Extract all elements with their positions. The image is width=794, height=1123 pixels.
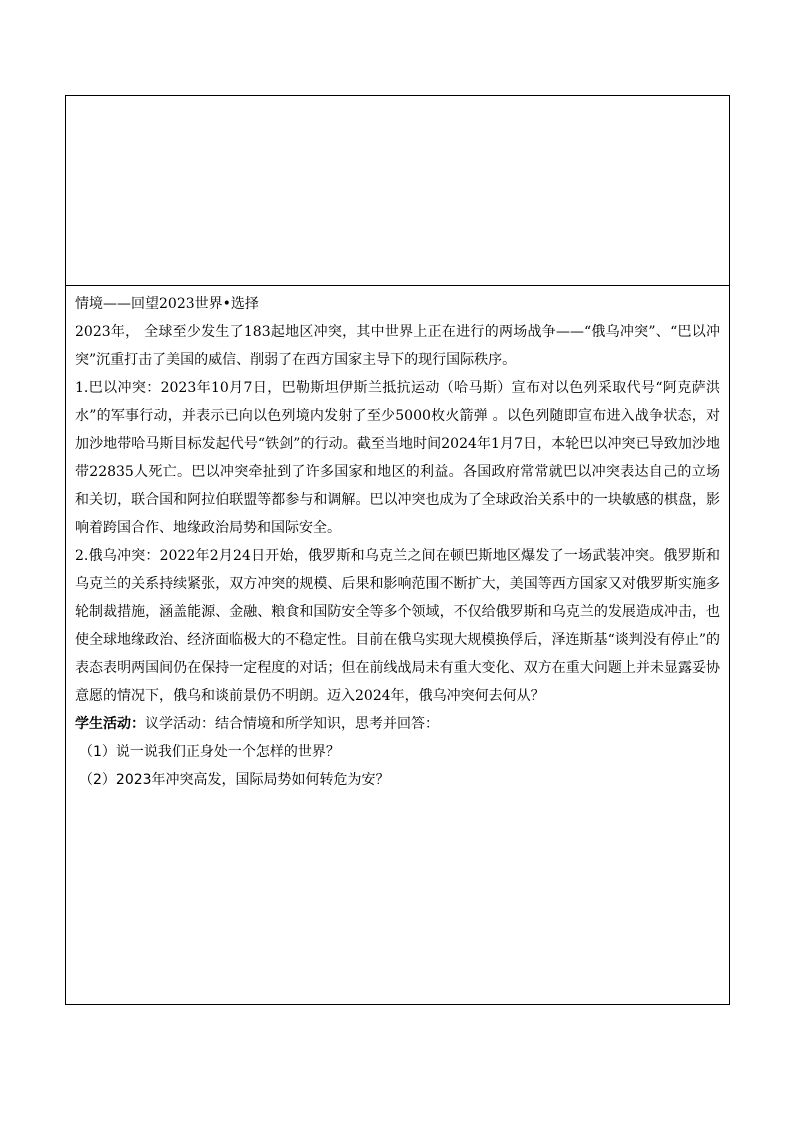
situation-title: 情境——回望2023世界•选择 <box>75 296 259 312</box>
situation-cell <box>66 285 729 1004</box>
activity-text: 议学活动：结合情境和所学知识，思考并回答： <box>145 716 439 732</box>
worksheet-table <box>65 95 730 1005</box>
situation-intro: 2023年， 全球至少发生了183起地区冲突，其中世界上正在进行的两场战争——“俄乌冲突”、“巴以冲突”沉重打击了美国的威信、削弱了在西方国家主导下的现行国际秩序。 <box>75 324 720 368</box>
situation-item-2: 2.俄乌冲突：2022年2月24日开始，俄罗斯和乌克兰之间在顿巴斯地区爆发了一场武装冲突。俄罗斯和乌克兰的关系持续紧张，双方冲突的规模、后果和影响范围不断扩大，美国等西方国家又对俄罗斯实施多轮制裁措施，涵盖能源、金融、粮食和国防安全等多个领域，不仅给俄罗斯和乌克兰的发展造成冲击，也使全球地缘政治、经济面临极大的不稳定性。目前在俄乌实现大规模换俘后，泽连斯基“谈判没有停止”的表态表明两国间仍在保持一定程度的对话；但在前线战局未有重大变化、双方在重大问题上并未显露妥协意愿的情况下，俄乌和谈前景仍不明朗。迈入2024年，俄乌冲突何去何从？ <box>75 548 720 704</box>
question-1: （1）说一说我们正身处一个怎样的世界？ <box>79 744 340 760</box>
question-2: （2）2023年冲突高发，国际局势如何转危为安？ <box>79 772 390 788</box>
blank-answer-cell <box>66 96 729 286</box>
situation-item-1: 1.巴以冲突：2023年10月7日，巴勒斯坦伊斯兰抵抗运动（哈马斯）宣布对以色列采取代号“阿克萨洪水”的军事行动，并表示已向以色列境内发射了至少5000枚火箭弹 。以色列随即宣布进入战争状态，对加沙地带哈马斯目标发起代号“铁剑”的行动。截至当地时间2024年1月7日，本轮巴以冲突已导致加沙地带22835人死亡。巴以冲突牵扯到了许多国家和地区的利益。各国政府常常就巴以冲突表达自己的立场和关切，联合国和阿拉伯联盟等都参与和调解。巴以冲突也成为了全球政治关系中的一块敏感的棋盘，影响着跨国合作、地缘政治局势和国际安全。 <box>75 380 720 536</box>
student-activity <box>75 710 720 738</box>
activity-label: 学生活动： <box>75 716 145 732</box>
